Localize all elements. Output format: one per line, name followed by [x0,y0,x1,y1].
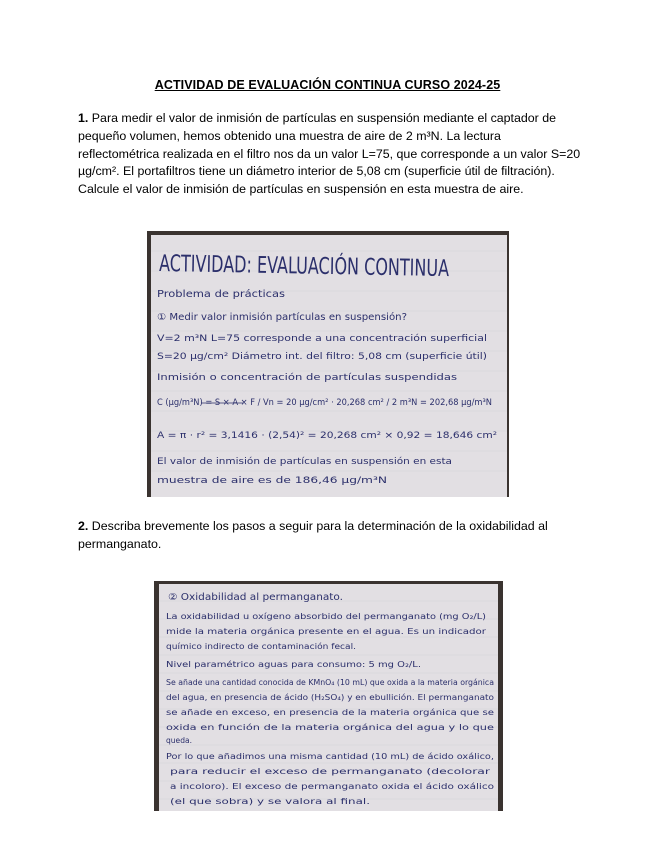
note-line: Por lo que añadimos una misma cantidad (10 mL) de ácido oxálico, [166,752,494,761]
question-text: Describa brevemente los pasos a seguir para la determinación de la oxidabilidad al permanganato. [78,519,548,551]
handwritten-notes-photo-2 [154,581,503,811]
note-line: oxida en función de la materia orgánica del agua y lo que [166,723,495,732]
question-text: Para medir el valor de inmisión de partículas en suspensión mediante el captador de pequeño volumen, hemos obtenido una muestra de aire de 2 m³N. La lectura reflectométrica realizada en el filtro nos da un valor L=75, que corresponde a un valor S=20 µg/cm². El portafiltros tiene un diámetro interior de 5,08 cm (superficie útil de filtración). Calcule el valor de inmisión de partículas en suspensión en esta muestra de aire. [78,111,581,197]
note-heading: ACTIVIDAD: EVALUACIÓN CONTINUA [158,251,576,285]
note-line: del agua, en presencia de ácido (H₂SO₄) y en ebullición. El permanganato [166,693,495,702]
note-line: El valor de inmisión de partículas en suspensión en esta [157,457,397,467]
note-line: Se añade una cantidad conocida de KMnO₄ (10 mL) que oxida a la materia orgánica [166,678,494,687]
note-line: Inmisión o concentración de partículas suspendidas [157,373,378,383]
question-number: 2. [78,519,89,533]
notebook-page-image [147,231,576,497]
document-title: ACTIVIDAD DE EVALUACIÓN CONTINUA CURSO 2024-25 [154,78,501,92]
handwritten-notes-photo-1 [147,231,576,497]
note-line: ① Medir valor inmisión partículas en suspensión? [157,312,407,323]
note-line: muestra de aire es de 186,46 µg/m³N [157,476,387,486]
question-number: 1. [78,111,89,125]
note-line: S=20 µg/cm² Diámetro int. del filtro: 5,08 cm (superficie útil) [157,352,487,362]
note-heading: ② Oxidabilidad al permanganato. [168,592,343,603]
note-line: químico indirecto de contaminación fecal. [166,642,356,651]
note-line: C (µg/m³N) = S × A × F / Vn = 20 µg/cm² · 20,268 cm² / 2 m³N = 202,68 µg/m³N [157,398,492,408]
note-line: A = π · r² = 3,1416 · (2,54)² = 20,268 cm² × 0,92 = 18,646 cm² [157,431,497,441]
question-1 [78,110,583,199]
note-line: se añade en exceso, en presencia de la materia orgánica que se [166,708,495,717]
note-line: La oxidabilidad u oxígeno absorbido del permanganato (mg O₂/L) [166,612,487,621]
note-line: Nivel paramétrico aguas para consumo: 5 mg O₂/L. [166,660,421,669]
note-line: Problema de prácticas [157,289,269,300]
question-2 [78,518,583,554]
note-line: a incoloro). El exceso de permanganato oxida el ácido oxálico [170,782,495,791]
note-line: para reducir el exceso de permanganato (decolorar [170,767,492,776]
note-line: V=2 m³N L=75 corresponde a una concentración superficial [157,334,414,344]
note-line: queda. [166,736,192,745]
note-line: mide la materia orgánica presente en el agua. Es un indicador [166,627,488,636]
notebook-page-image [154,581,503,811]
note-line: (el que sobra) y se valora al final. [170,797,370,806]
